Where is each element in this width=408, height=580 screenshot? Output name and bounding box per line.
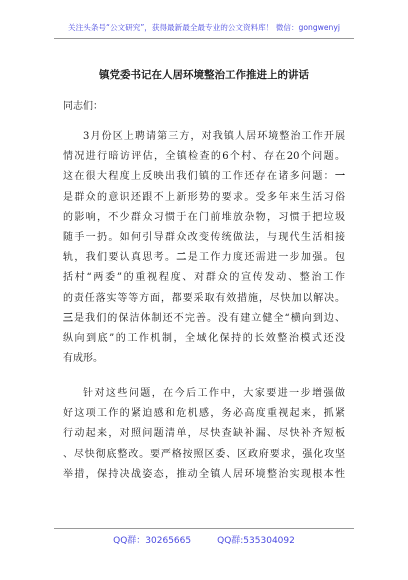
paragraph-line: 括村“两委”的重视程度、对群众的宣传发动、整治工作 xyxy=(63,272,345,284)
paragraph-line: 纵向到底”的工作机制，全域化保持的长效整治模式还没 xyxy=(63,333,345,345)
page-header xyxy=(0,22,408,33)
paragraph-line: 的影响，不少群众习惯于在门前堆放杂物，习惯于把垃圾 xyxy=(63,211,345,223)
footer-qq-group-1: QQ群：30265665 xyxy=(113,536,192,546)
paragraph-line: 针对这些问题，在今后工作中，大家要进一步增强做 xyxy=(83,388,345,399)
bold-marker-two: 二 xyxy=(176,252,188,264)
paragraph-line: 行动起来，对照问题清单，尽快查缺补漏、尽快补齐短板 xyxy=(63,428,345,440)
salutation: 同志们： xyxy=(63,101,103,112)
paragraph-line xyxy=(63,309,345,329)
paragraph-line xyxy=(63,248,345,268)
page-footer xyxy=(0,533,408,546)
paragraph-line-text: 是群众的意识还跟不上新形势的要求。受多年来生活习俗 xyxy=(63,191,345,203)
paragraph-line: 举措，保持决战姿态，推动全镇人居环境整治实现根本性 xyxy=(63,468,345,480)
paragraph-line: 情况进行暗访评估，全镇检查的6个村、存在20个问题。 xyxy=(63,151,345,163)
bold-marker-three: 三 xyxy=(63,312,75,324)
footer-divider xyxy=(54,528,354,529)
bold-marker-one: 一 xyxy=(335,171,345,183)
paragraph-2 xyxy=(63,384,345,485)
header-text: 关注头条号“公文研究”，获得最新最全最专业的公文资料库！ 微信：gongwenyj xyxy=(68,23,340,32)
paragraph-1 xyxy=(63,127,345,369)
document-title: 镇党委书记在人居环境整治工作推进上的讲话 xyxy=(99,69,309,81)
paragraph-line: 、尽快彻底整改。要严格按照区委、区政府要求，强化攻坚 xyxy=(63,448,345,460)
paragraph-line-text: 是我们的保洁体制还不完善。没有建立健全“横向到边、 xyxy=(74,312,345,324)
paragraph-line: 好这项工作的紧迫感和危机感，务必高度重视起来，抓紧 xyxy=(63,408,345,420)
paragraph-line: 有成形。 xyxy=(63,353,103,365)
paragraph-line xyxy=(63,167,345,187)
header-divider xyxy=(54,38,354,39)
footer-qq-group-2: QQ群:535304092 xyxy=(217,536,295,546)
paragraph-line: 随手一扔。如何引导群众改变传统做法，与现代生活相接 xyxy=(63,232,345,244)
paragraph-line xyxy=(63,188,345,208)
paragraph-line-text: 是工作力度还需进一步加强。包 xyxy=(187,252,345,264)
paragraph-line: 3月份区上聘请第三方，对我镇人居环境整治工作开展 xyxy=(83,131,345,142)
paragraph-line: 的责任落实等等方面，都要采取有效措施，尽快加以解决。 xyxy=(63,292,345,304)
paragraph-line-text: 轨，我们要认真思考。 xyxy=(63,252,177,264)
paragraph-line-text: 这在很大程度上反映出我们镇的工作还存在诸多问题： xyxy=(63,171,335,183)
